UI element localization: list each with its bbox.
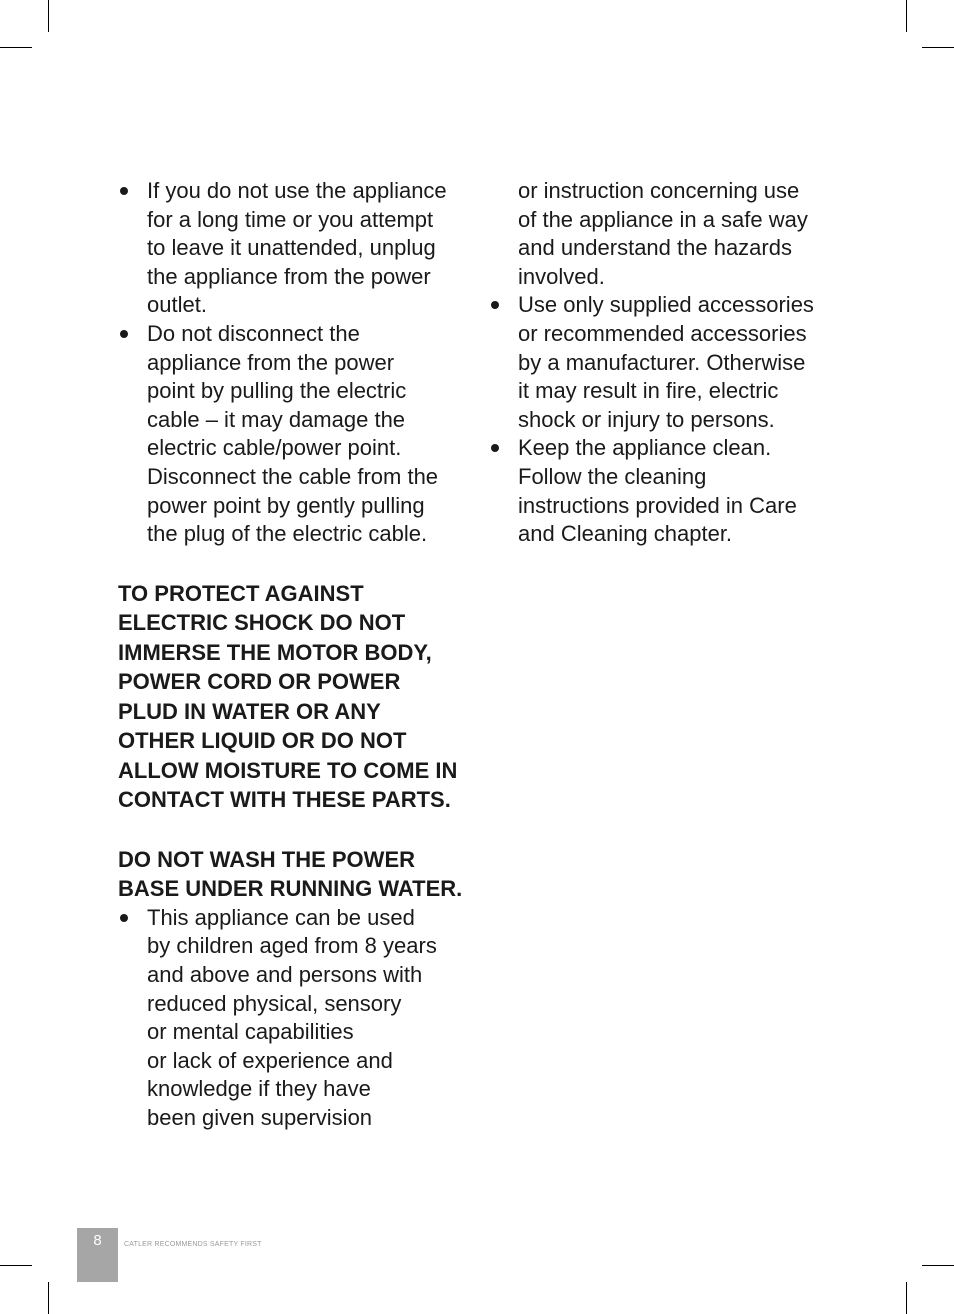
warning-electric-shock	[118, 579, 468, 815]
crop-mark	[0, 47, 32, 48]
warning-line: ELECTRIC SHOCK DO NOT	[118, 610, 406, 636]
text-line: of the appliance in a safe way	[518, 206, 808, 232]
page-number-box	[77, 1228, 118, 1282]
list-item	[118, 320, 468, 549]
text-line: appliance from the power	[147, 349, 395, 375]
text-line: reduced physical, sensory	[147, 990, 402, 1016]
warning-line: IMMERSE THE MOTOR BODY,	[118, 639, 432, 665]
text-line: for a long time or you attempt	[147, 206, 434, 232]
warning-line: PLUD IN WATER OR ANY	[118, 698, 381, 724]
text-line: by children aged from 8 years	[147, 933, 437, 959]
list-item	[118, 177, 468, 320]
text-line: instructions provided in Care	[518, 492, 797, 518]
text-line: power point by gently pulling	[147, 492, 425, 518]
text-line: If you do not use the appliance	[147, 178, 447, 203]
text-line: the appliance from the power	[147, 263, 431, 289]
text-line: and above and persons with	[147, 961, 423, 987]
text-line: been given supervision	[147, 1104, 373, 1130]
text-line: Disconnect the cable from the	[147, 463, 439, 489]
text-line: Keep the appliance clean.	[518, 435, 772, 461]
crop-mark	[922, 47, 954, 48]
text-line: shock or injury to persons.	[518, 406, 775, 432]
list-item	[489, 291, 829, 434]
crop-mark	[906, 1282, 907, 1314]
crop-mark	[48, 0, 49, 32]
text-line: Follow the cleaning	[518, 463, 707, 489]
warning-line: BASE UNDER RUNNING WATER.	[118, 876, 463, 902]
crop-mark	[906, 0, 907, 32]
warning-line: ALLOW MOISTURE TO COME IN	[118, 757, 458, 783]
text-line: point by pulling the electric	[147, 378, 407, 404]
warning-line: POWER CORD OR POWER	[118, 669, 401, 695]
footer-text: CATLER RECOMMENDS SAFETY FIRST	[124, 1241, 262, 1248]
text-line: involved.	[518, 263, 605, 289]
text-line: or recommended accessories	[518, 320, 807, 346]
continuation-text	[489, 177, 829, 291]
crop-mark	[0, 1265, 32, 1266]
crop-mark	[48, 1282, 49, 1314]
text-line: it may result in fire, electric	[518, 378, 779, 404]
text-line: electric cable/power point.	[147, 435, 402, 461]
left-column	[118, 177, 468, 1132]
right-column	[489, 177, 829, 549]
text-line: by a manufacturer. Otherwise	[518, 349, 806, 375]
warning-line: OTHER LIQUID OR DO NOT	[118, 728, 407, 754]
text-line: outlet.	[147, 292, 207, 318]
bullet-list	[489, 291, 829, 548]
warning-line: CONTACT WITH THESE PARTS.	[118, 787, 451, 813]
text-line: Do not disconnect the	[147, 320, 360, 346]
text-line: Use only supplied accessories	[518, 292, 814, 318]
text-line: the plug of the electric cable.	[147, 521, 428, 547]
bullet-list	[118, 177, 468, 549]
text-line: cable – it may damage the	[147, 406, 406, 432]
warning-line: DO NOT WASH THE POWER	[118, 846, 415, 872]
text-line: to leave it unattended, unplug	[147, 235, 436, 261]
page-number: 8	[93, 1232, 102, 1249]
list-item	[489, 434, 829, 548]
warning-power-base	[118, 845, 468, 904]
text-line: knowledge if they have	[147, 1076, 371, 1102]
warning-line: TO PROTECT AGAINST	[118, 580, 364, 606]
text-line: or instruction concerning use	[518, 178, 800, 203]
bullet-list	[118, 904, 468, 1133]
crop-mark	[922, 1265, 954, 1266]
text-line: This appliance can be used	[147, 904, 415, 930]
text-line: or lack of experience and	[147, 1047, 393, 1073]
text-line: and Cleaning chapter.	[518, 521, 733, 547]
text-line: or mental capabilities	[147, 1019, 354, 1045]
list-item	[118, 904, 468, 1133]
text-line: and understand the hazards	[518, 235, 792, 261]
